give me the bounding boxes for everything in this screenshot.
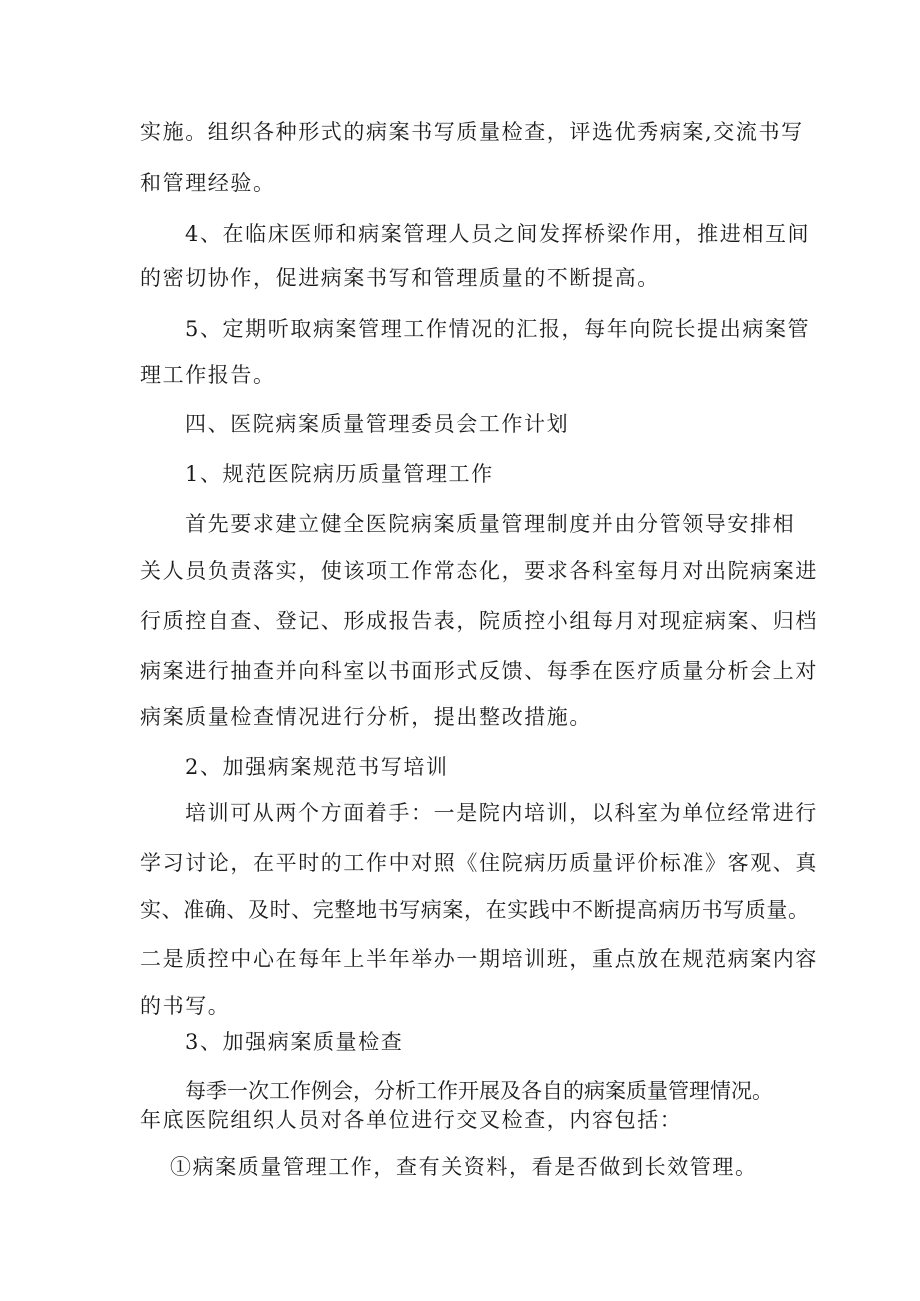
paragraph-line: 的密切协作，促进病案书写和管理质量的不断提高。: [140, 266, 660, 290]
paragraph-line: 实、准确、及时、完整地书写病案，在实践中不断提高病历书写质量。: [140, 898, 810, 922]
paragraph-line: 和管理经验。: [140, 171, 276, 195]
paragraph-line: 实施。组织各种形式的病案书写质量检查，评选优秀病案,交流书写: [140, 120, 804, 144]
list-item-4: 4、在临床医师和病案管理人员之间发挥桥梁作用，推进相互间: [185, 222, 811, 246]
paragraph-line: 理工作报告。: [140, 363, 276, 387]
subsection-heading-3: 3、加强病案质量检查: [185, 1030, 404, 1054]
paragraph-line: 每季一次工作例会，分析工作开展及各自的病案质量管理情况。: [185, 1079, 773, 1103]
paragraph-line: 关人员负责落实，使该项工作常态化，要求各科室每月对出院病案进: [140, 559, 818, 583]
paragraph-line: 培训可从两个方面着手：一是院内培训，以科室为单位经常进行: [185, 801, 818, 825]
paragraph-line: 首先要求建立健全医院病案质量管理制度并由分管领导安排相: [185, 512, 796, 536]
list-item-circled-1: ①病案质量管理工作，查有关资料，看是否做到长效管理。: [170, 1155, 758, 1179]
paragraph-line: 的书写。: [140, 994, 231, 1018]
paragraph-line: 行质控自查、登记、形成报告表，院质控小组每月对现症病案、归档: [140, 609, 818, 633]
paragraph-line: 学习讨论，在平时的工作中对照《住院病历质量评价标准》客观、真: [140, 851, 818, 875]
subsection-heading-1: 1、规范医院病历质量管理工作: [185, 462, 494, 486]
list-item-5: 5、定期听取病案管理工作情况的汇报，每年向院长提出病案管: [185, 317, 811, 341]
subsection-heading-2: 2、加强病案规范书写培训: [185, 755, 449, 779]
section-heading: 四、医院病案质量管理委员会工作计划: [185, 412, 570, 436]
paragraph-line: 二是质控中心在每年上半年举办一期培训班，重点放在规范病案内容: [140, 947, 818, 971]
paragraph-line: 年底医院组织人员对各单位进行交叉检查，内容包括：: [140, 1108, 683, 1132]
paragraph-line: 病案质量检查情况进行分析，提出整改措施。: [140, 705, 592, 729]
paragraph-line: 病案进行抽查并向科室以书面形式反馈、每季在医疗质量分析会上对: [140, 659, 818, 683]
